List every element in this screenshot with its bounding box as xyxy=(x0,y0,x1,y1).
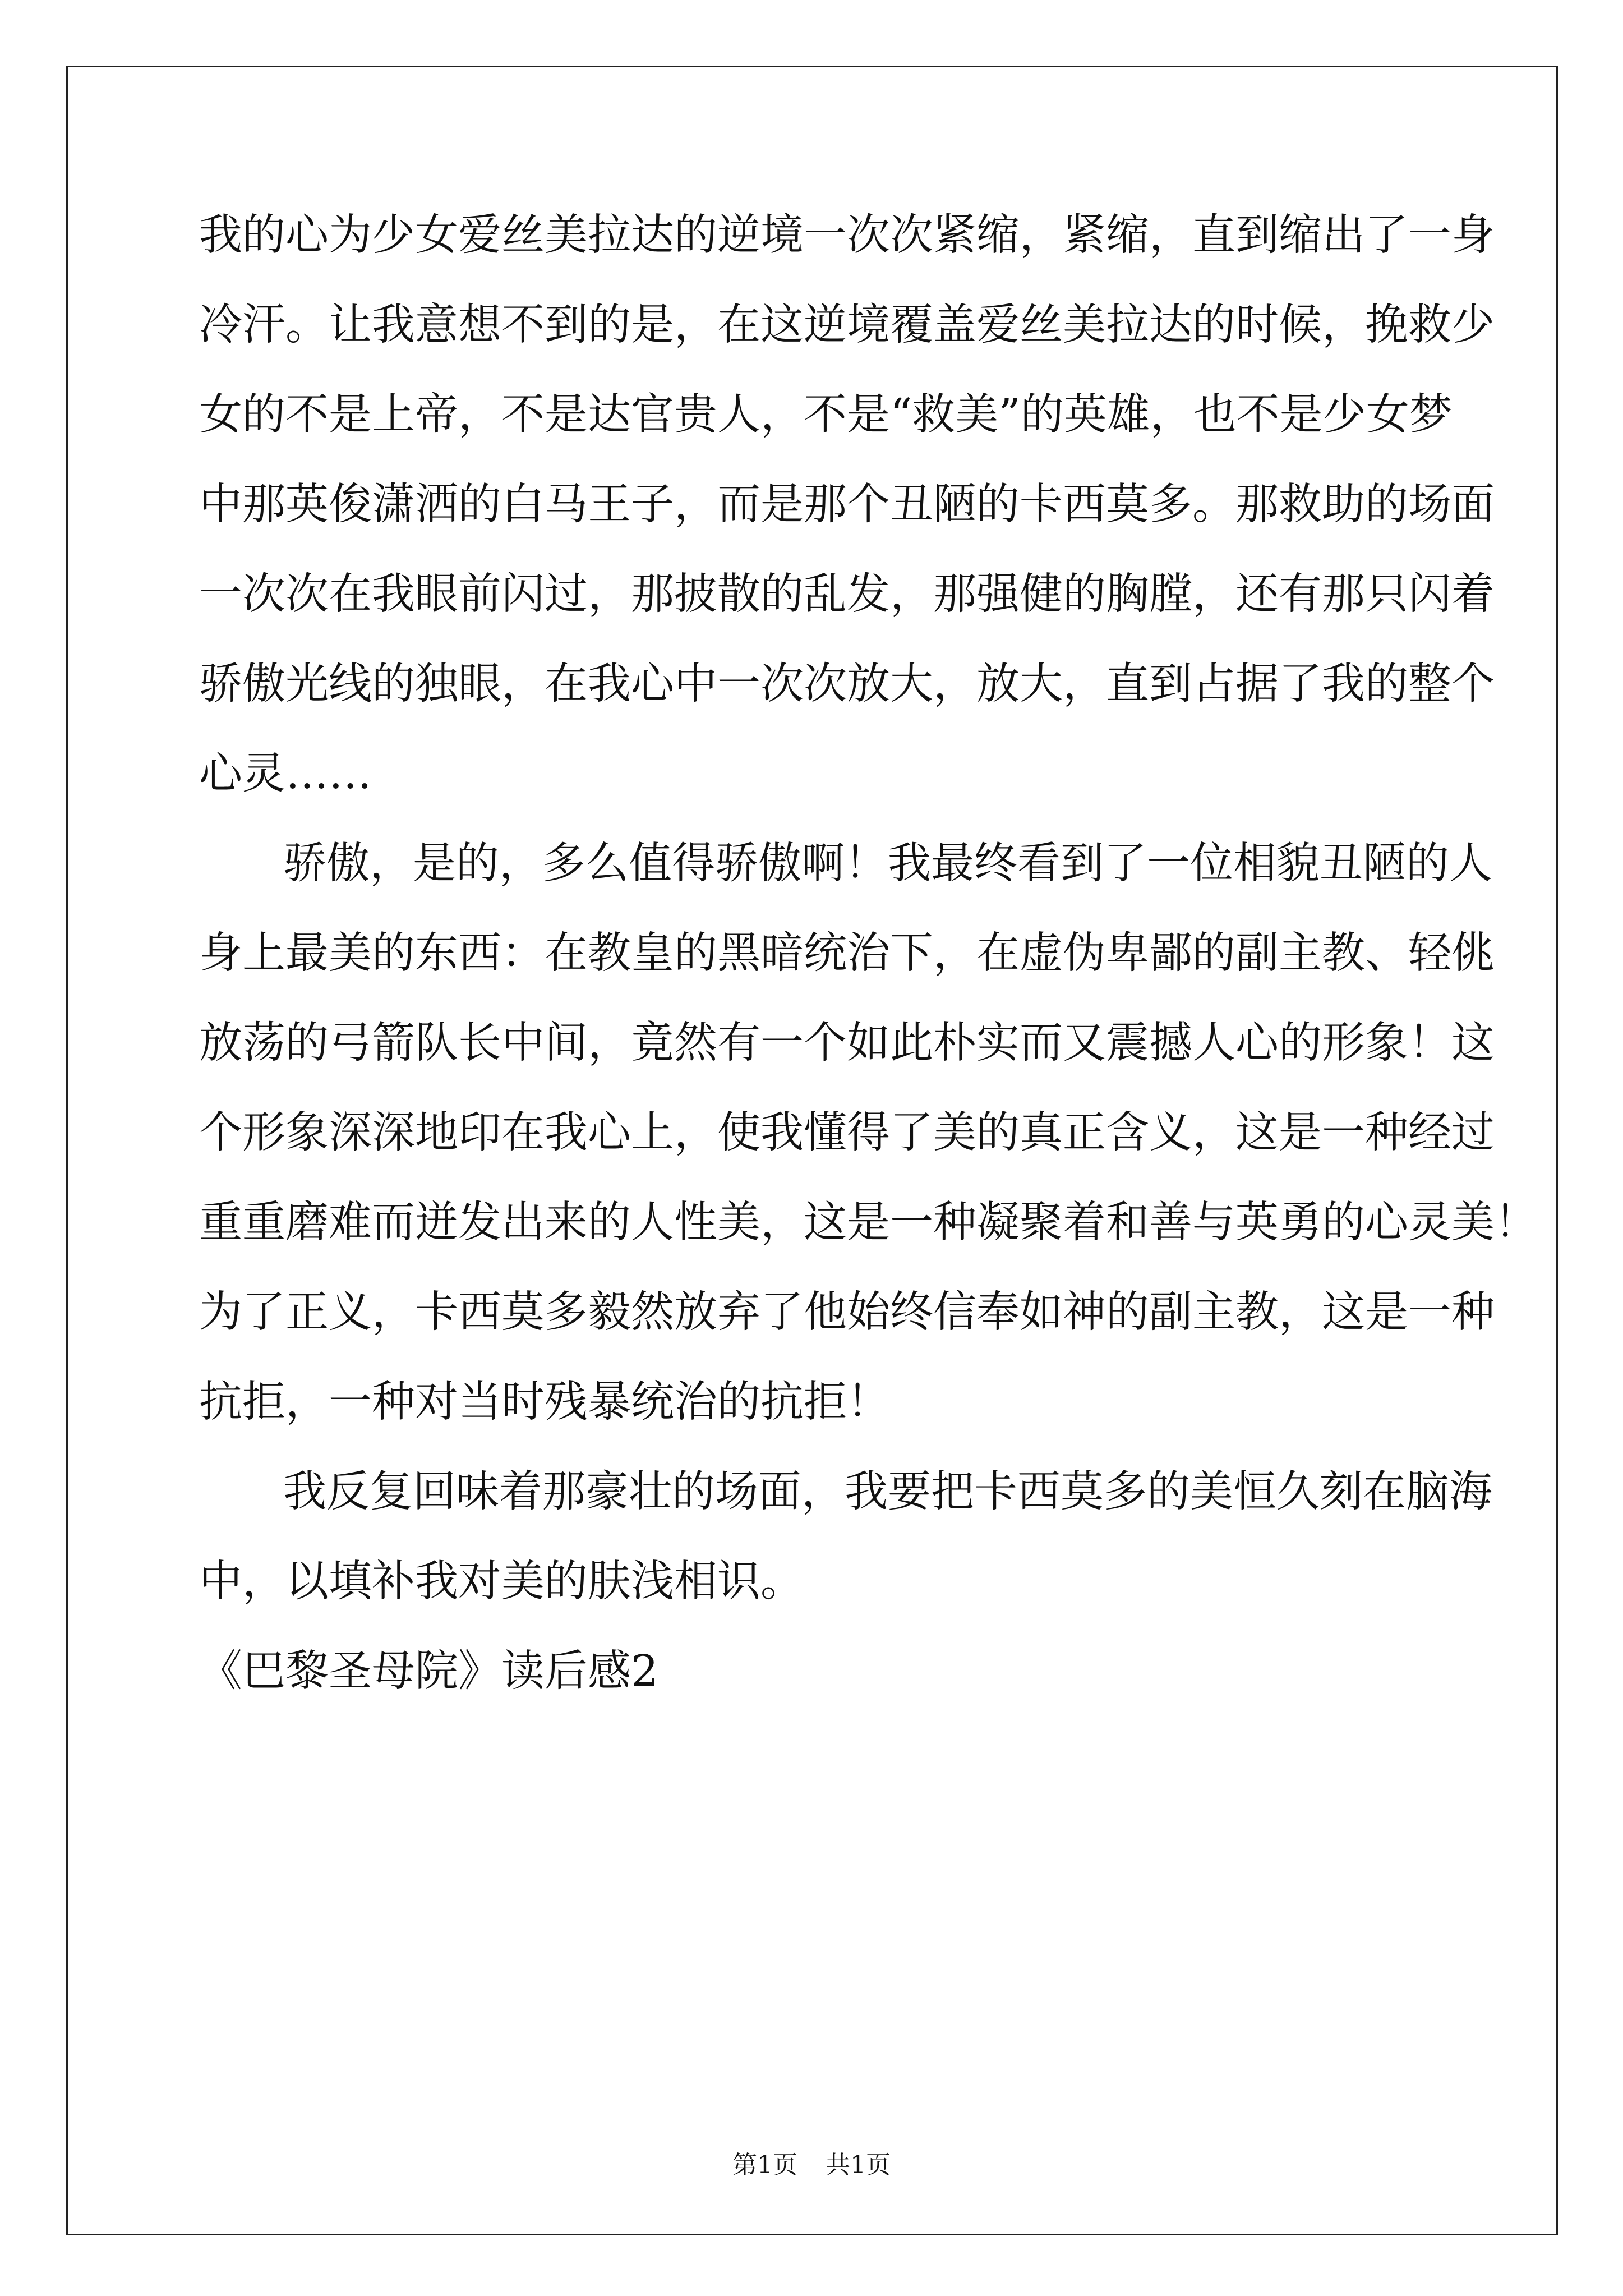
paragraph-line: 抗拒，一种对当时残暴统治的抗拒！ xyxy=(199,1377,890,1427)
paragraph-line: 中，以填补我对美的肤浅相识。 xyxy=(199,1557,804,1607)
section-heading: 《巴黎圣母院》读后感2 xyxy=(199,1646,658,1696)
paragraph-line: 心灵…… xyxy=(199,749,372,799)
paragraph-line: 个形象深深地印在我心上，使我懂得了美的真正含义，这是一种经过 xyxy=(199,1108,1495,1158)
paragraph-line: 为了正义，卡西莫多毅然放弃了他始终信奉如神的副主教，这是一种 xyxy=(199,1287,1495,1337)
paragraph-line: 重重磨难而迸发出来的人性美，这是一种凝聚着和善与英勇的心灵美！ xyxy=(199,1198,1538,1248)
page-total: 共1页 xyxy=(826,2151,891,2179)
paragraph-line: 中那英俊潇洒的白马王子，而是那个丑陋的卡西莫多。那救助的场面 xyxy=(199,480,1495,530)
paragraph-line: 骄傲，是的，多么值得骄傲啊！我最终看到了一位相貌丑陋的人 xyxy=(283,839,1492,889)
paragraph-line: 冷汗。让我意想不到的是，在这逆境覆盖爱丝美拉达的时候，挽救少 xyxy=(199,300,1495,350)
paragraph-line: 骄傲光线的独眼，在我心中一次次放大，放大，直到占据了我的整个 xyxy=(199,659,1495,709)
paragraph-line: 一次次在我眼前闪过，那披散的乱发，那强健的胸膛，还有那只闪着 xyxy=(199,569,1495,619)
paragraph-line: 我的心为少女爱丝美拉达的逆境一次次紧缩，紧缩，直到缩出了一身 xyxy=(199,210,1495,260)
paragraph-line: 放荡的弓箭队长中间，竟然有一个如此朴实而又震撼人心的形象！这 xyxy=(199,1018,1495,1068)
paragraph-line: 身上最美的东西：在教皇的黑暗统治下，在虚伪卑鄙的副主教、轻佻 xyxy=(199,928,1495,978)
page-footer xyxy=(0,2148,1623,2182)
paragraph-line: 女的不是上帝，不是达官贵人，不是“救美”的英雄，也不是少女梦 xyxy=(199,390,1453,440)
page-number: 第1页 xyxy=(732,2151,797,2179)
paragraph-line: 我反复回味着那豪壮的场面，我要把卡西莫多的美恒久刻在脑海 xyxy=(283,1467,1492,1517)
